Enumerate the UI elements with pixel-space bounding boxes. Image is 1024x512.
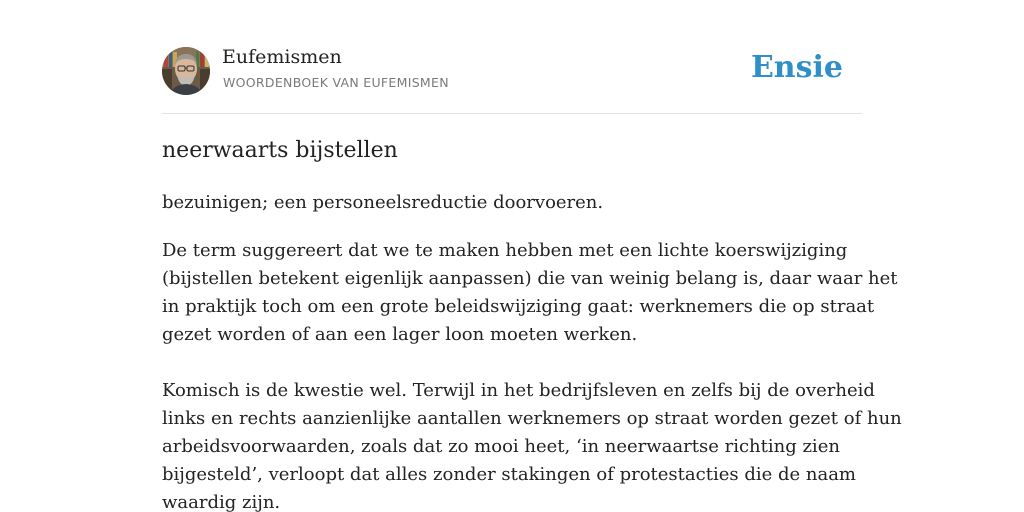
- explanation-line: gezet worden of aan een lager loon moeten werken.: [162, 324, 638, 345]
- avatar[interactable]: [162, 47, 210, 95]
- author-subtitle: WOORDENBOEK VAN EUFEMISMEN: [223, 75, 449, 90]
- explanation-line: (bijstellen betekent eigenlijk aanpassen) die van weinig belang is, daar waar het: [162, 268, 898, 289]
- explanation-line: bijgesteld’, verloopt dat alles zonder stakingen of protestacties die de naam: [162, 464, 856, 485]
- author-portrait-icon: [162, 47, 210, 95]
- term-definition: bezuinigen; een personeelsreductie doorvoeren.: [162, 192, 604, 213]
- explanation-line: Komisch is de kwestie wel. Terwijl in het bedrijfsleven en zelfs bij de overheid: [162, 380, 875, 401]
- paragraph-gap: [162, 349, 862, 377]
- explanation-line: waardig zijn.: [162, 492, 281, 512]
- author-header: [162, 46, 862, 96]
- header-divider: [162, 113, 862, 114]
- ensie-logo-link[interactable]: Ensie: [750, 50, 843, 85]
- term-explanation: [162, 237, 902, 512]
- author-name[interactable]: Eufemismen: [222, 46, 342, 68]
- explanation-line: links en rechts aanzienlijke aantallen werknemers op straat worden gezet of hun: [162, 408, 902, 429]
- explanation-line: De term suggereert dat we te maken hebben met een lichte koerswijziging: [162, 240, 848, 261]
- term-title: neerwaarts bijstellen: [162, 138, 398, 163]
- explanation-line: arbeidsvoorwaarden, zoals dat zo mooi heet, ‘in neerwaartse richting zien: [162, 436, 840, 457]
- explanation-line: in praktijk toch om een grote beleidswijziging gaat: werknemers die op straat: [162, 296, 875, 317]
